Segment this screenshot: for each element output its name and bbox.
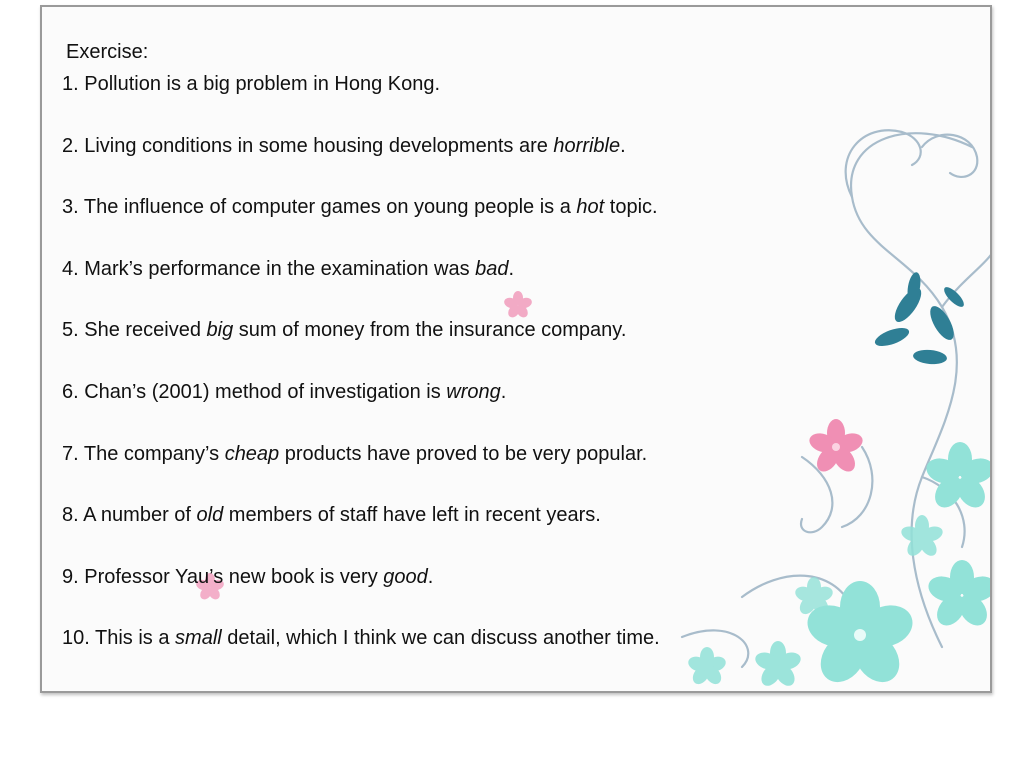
exercise-item-2: 2. Living conditions in some housing developments are horrible. bbox=[62, 134, 626, 157]
target-word: horrible bbox=[553, 134, 621, 157]
exercise-heading: Exercise: bbox=[66, 41, 149, 63]
exercise-item-6: 6. Chan’s (2001) method of investigation is wrong. bbox=[62, 380, 507, 403]
exercise-item-10: 10. This is a small detail, which I think we can discuss another time. bbox=[62, 627, 660, 650]
target-word: cheap bbox=[224, 442, 280, 465]
exercise-item-8: 8. A number of old members of staff have left in recent years. bbox=[62, 504, 601, 527]
target-word: old bbox=[196, 504, 224, 527]
target-word: bad bbox=[475, 257, 509, 280]
target-word: small bbox=[175, 627, 222, 650]
exercise-item-7: 7. The company’s cheap products have proved to be very popular. bbox=[62, 442, 648, 465]
exercise-item-4: 4. Mark’s performance in the examination was bad. bbox=[62, 257, 515, 280]
exercise-item-1: 1. Pollution is a big problem in Hong Kong. bbox=[62, 73, 441, 95]
target-word: wrong bbox=[446, 380, 501, 403]
target-word: hot bbox=[576, 196, 605, 219]
target-word: big bbox=[206, 319, 234, 342]
exercise-item-3: 3. The influence of computer games on young people is a hot topic. bbox=[62, 196, 658, 219]
slide bbox=[40, 5, 992, 693]
target-word: good bbox=[383, 565, 428, 588]
exercise-item-9: 9. Professor Yau’s new book is very good. bbox=[62, 565, 434, 588]
blue-leaf-icon bbox=[873, 271, 967, 365]
exercise-content bbox=[62, 39, 822, 687]
exercise-item-5: 5. She received big sum of money from the insurance company. bbox=[62, 319, 627, 342]
